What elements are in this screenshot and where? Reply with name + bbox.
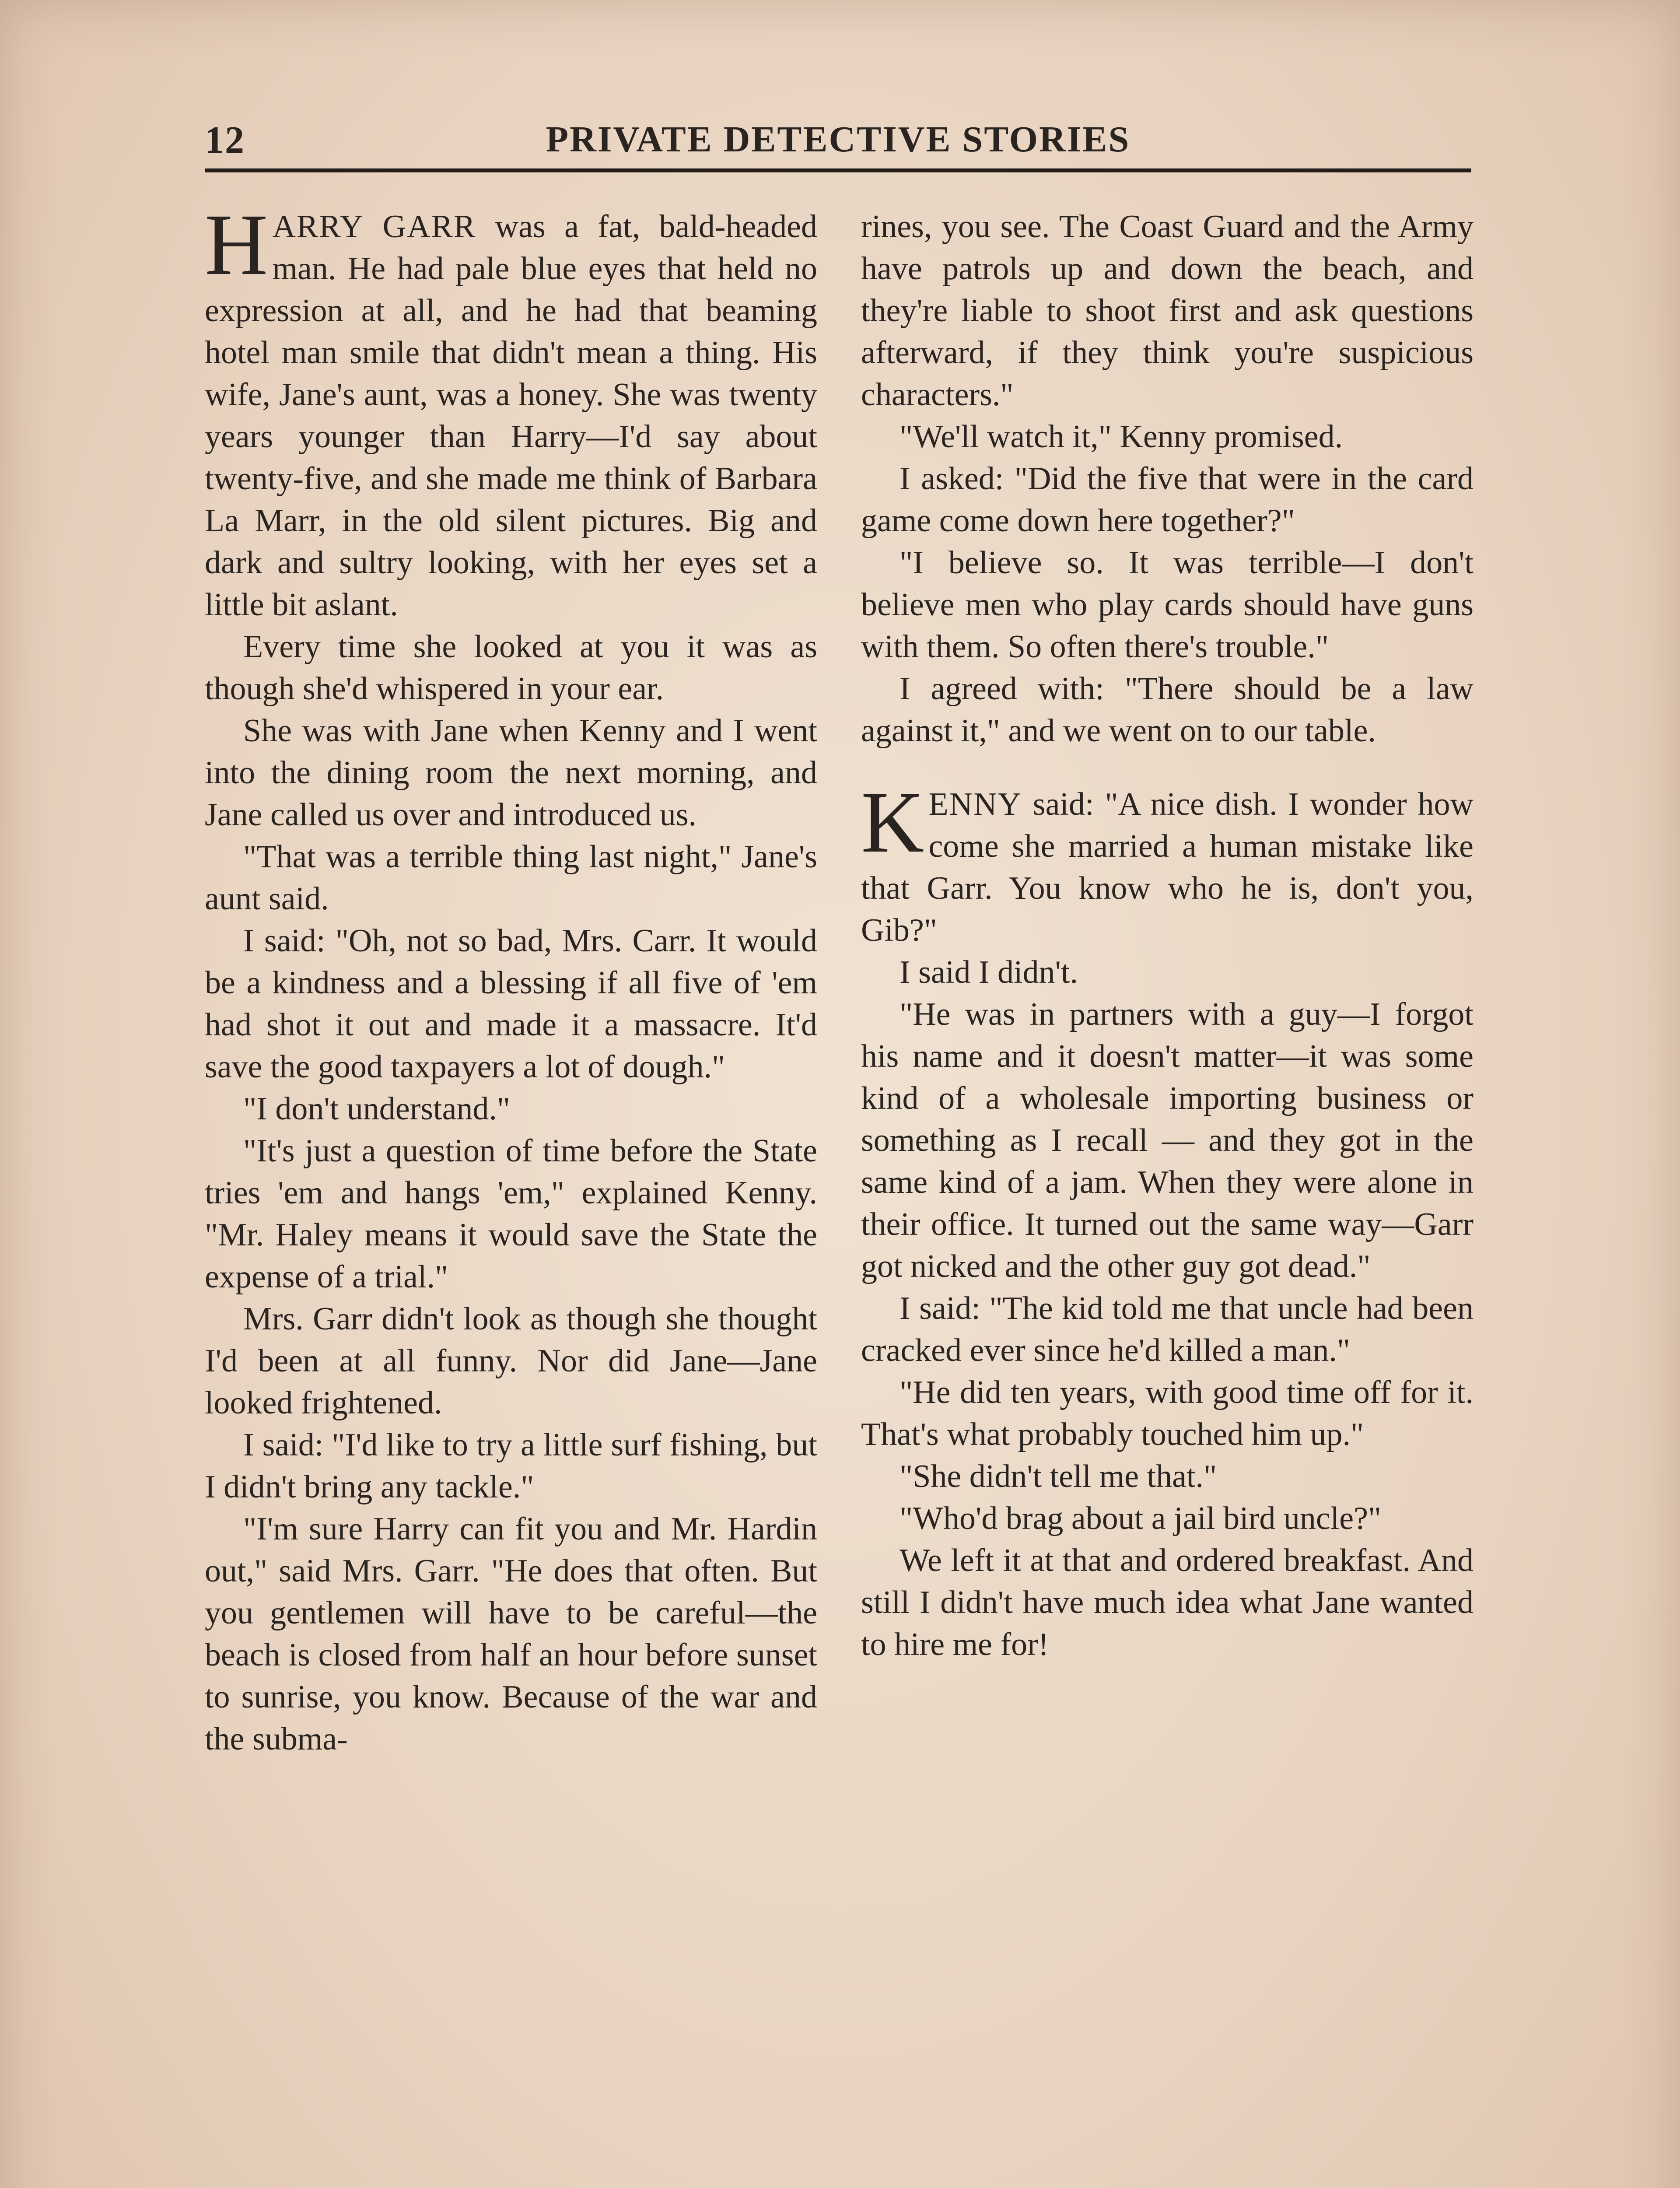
paragraph: "I believe so. It was terrible—I don't believe men who play cards should have guns with them. So often there's trouble." [861, 545, 1474, 665]
paragraph: rines, you see. The Coast Guard and the Army have patrols up and down the beach, and they're liable to shoot first and ask questions afterward, if they think you're suspicious characters." [861, 209, 1474, 413]
paragraph: I said: "Oh, not so bad, Mrs. Carr. It would be a kindness and a blessing if all five of 'em had shot it out and made it a massacre. It'd save the good taxpayers a lot of dough." [205, 923, 817, 1085]
paragraph: I asked: "Did the five that were in the card game come down here together?" [861, 461, 1474, 539]
paragraph: "He was in partners with a guy—I forgot his name and it doesn't matter—it was some kind of a wholesale importing business or something as I recall — and they got in the same kind of a jam. When they were alone in their office. It turned out the same way—Garr got nicked and the other guy got dead." [861, 996, 1474, 1284]
running-title: PRIVATE DETECTIVE STORIES [546, 119, 1130, 160]
paragraph [205, 196, 817, 626]
paragraph: "I'm sure Harry can fit you and Mr. Hardin out," said Mrs. Garr. "He does that often. But you gentlemen will have to be careful—the beach is closed from half an hour before sunset to sunrise, you know. Because of the war and the subma- [205, 1511, 817, 1757]
paragraph-text: said: "A nice dish. I wonder how come she married a human mistake like that Garr. You know who he is, don't you, Gib?" [861, 786, 1474, 948]
paragraph: "I don't understand." [243, 1091, 511, 1127]
paragraph: "We'll watch it," Kenny promised. [900, 419, 1343, 455]
right-column [861, 206, 1474, 1666]
paragraph: She was with Jane when Kenny and I went into the dining room the next morning, and Jane called us over and introduced us. [205, 713, 817, 833]
left-column [205, 196, 817, 1760]
paragraph: "That was a terrible thing last night," Jane's aunt said. [205, 839, 817, 917]
paragraph: Every time she looked at you it was as though she'd whispered in your ear. [205, 629, 817, 707]
paragraph-text: was a fat, bald-headed man. He had pale blue eyes that held no expression at all, and he had that beaming hotel man smile that didn't mean a thing. His wife, Jane's aunt, was a honey. She was twenty years younger than Harry—I'd say about twenty-five, and she made me think of Barbara La Marr, in the old silent pictures. Big and dark and sultry looking, with her eyes set a little bit aslant. [205, 209, 817, 623]
paragraph: Mrs. Garr didn't look as though she thought I'd been at all funny. Nor did Jane—Jane looked frightened. [205, 1301, 817, 1421]
paragraph: I said: "I'd like to try a little surf fishing, but I didn't bring any tackle." [205, 1427, 817, 1505]
drop-cap: K [861, 774, 924, 871]
page-number: 12 [205, 119, 245, 161]
opening-small-caps: ENNY [928, 786, 1022, 822]
paragraph: "He did ten years, with good time off for it. That's what probably touched him up." [861, 1375, 1474, 1452]
paragraph: I said: "The kid told me that uncle had been cracked ever since he'd killed a man." [861, 1290, 1474, 1368]
paragraph [861, 774, 1474, 951]
header-rule [205, 168, 1471, 172]
paragraph: I agreed with: "There should be a law against it," and we went on to our table. [861, 671, 1474, 749]
paragraph: I said I didn't. [900, 954, 1078, 990]
paragraph: "She didn't tell me that." [900, 1459, 1217, 1494]
page-header [205, 116, 1471, 159]
paragraph: We left it at that and ordered breakfast. And still I didn't have much idea what Jane wanted to hire me for! [861, 1543, 1474, 1662]
paragraph: "Who'd brag about a jail bird uncle?" [900, 1501, 1382, 1536]
opening-small-caps: ARRY GARR [272, 209, 476, 245]
paragraph: "It's just a question of time before the State tries 'em and hangs 'em," explained Kenny. "Mr. Haley means it would save the State the expense of a trial." [205, 1133, 817, 1295]
drop-cap: H [205, 196, 268, 293]
